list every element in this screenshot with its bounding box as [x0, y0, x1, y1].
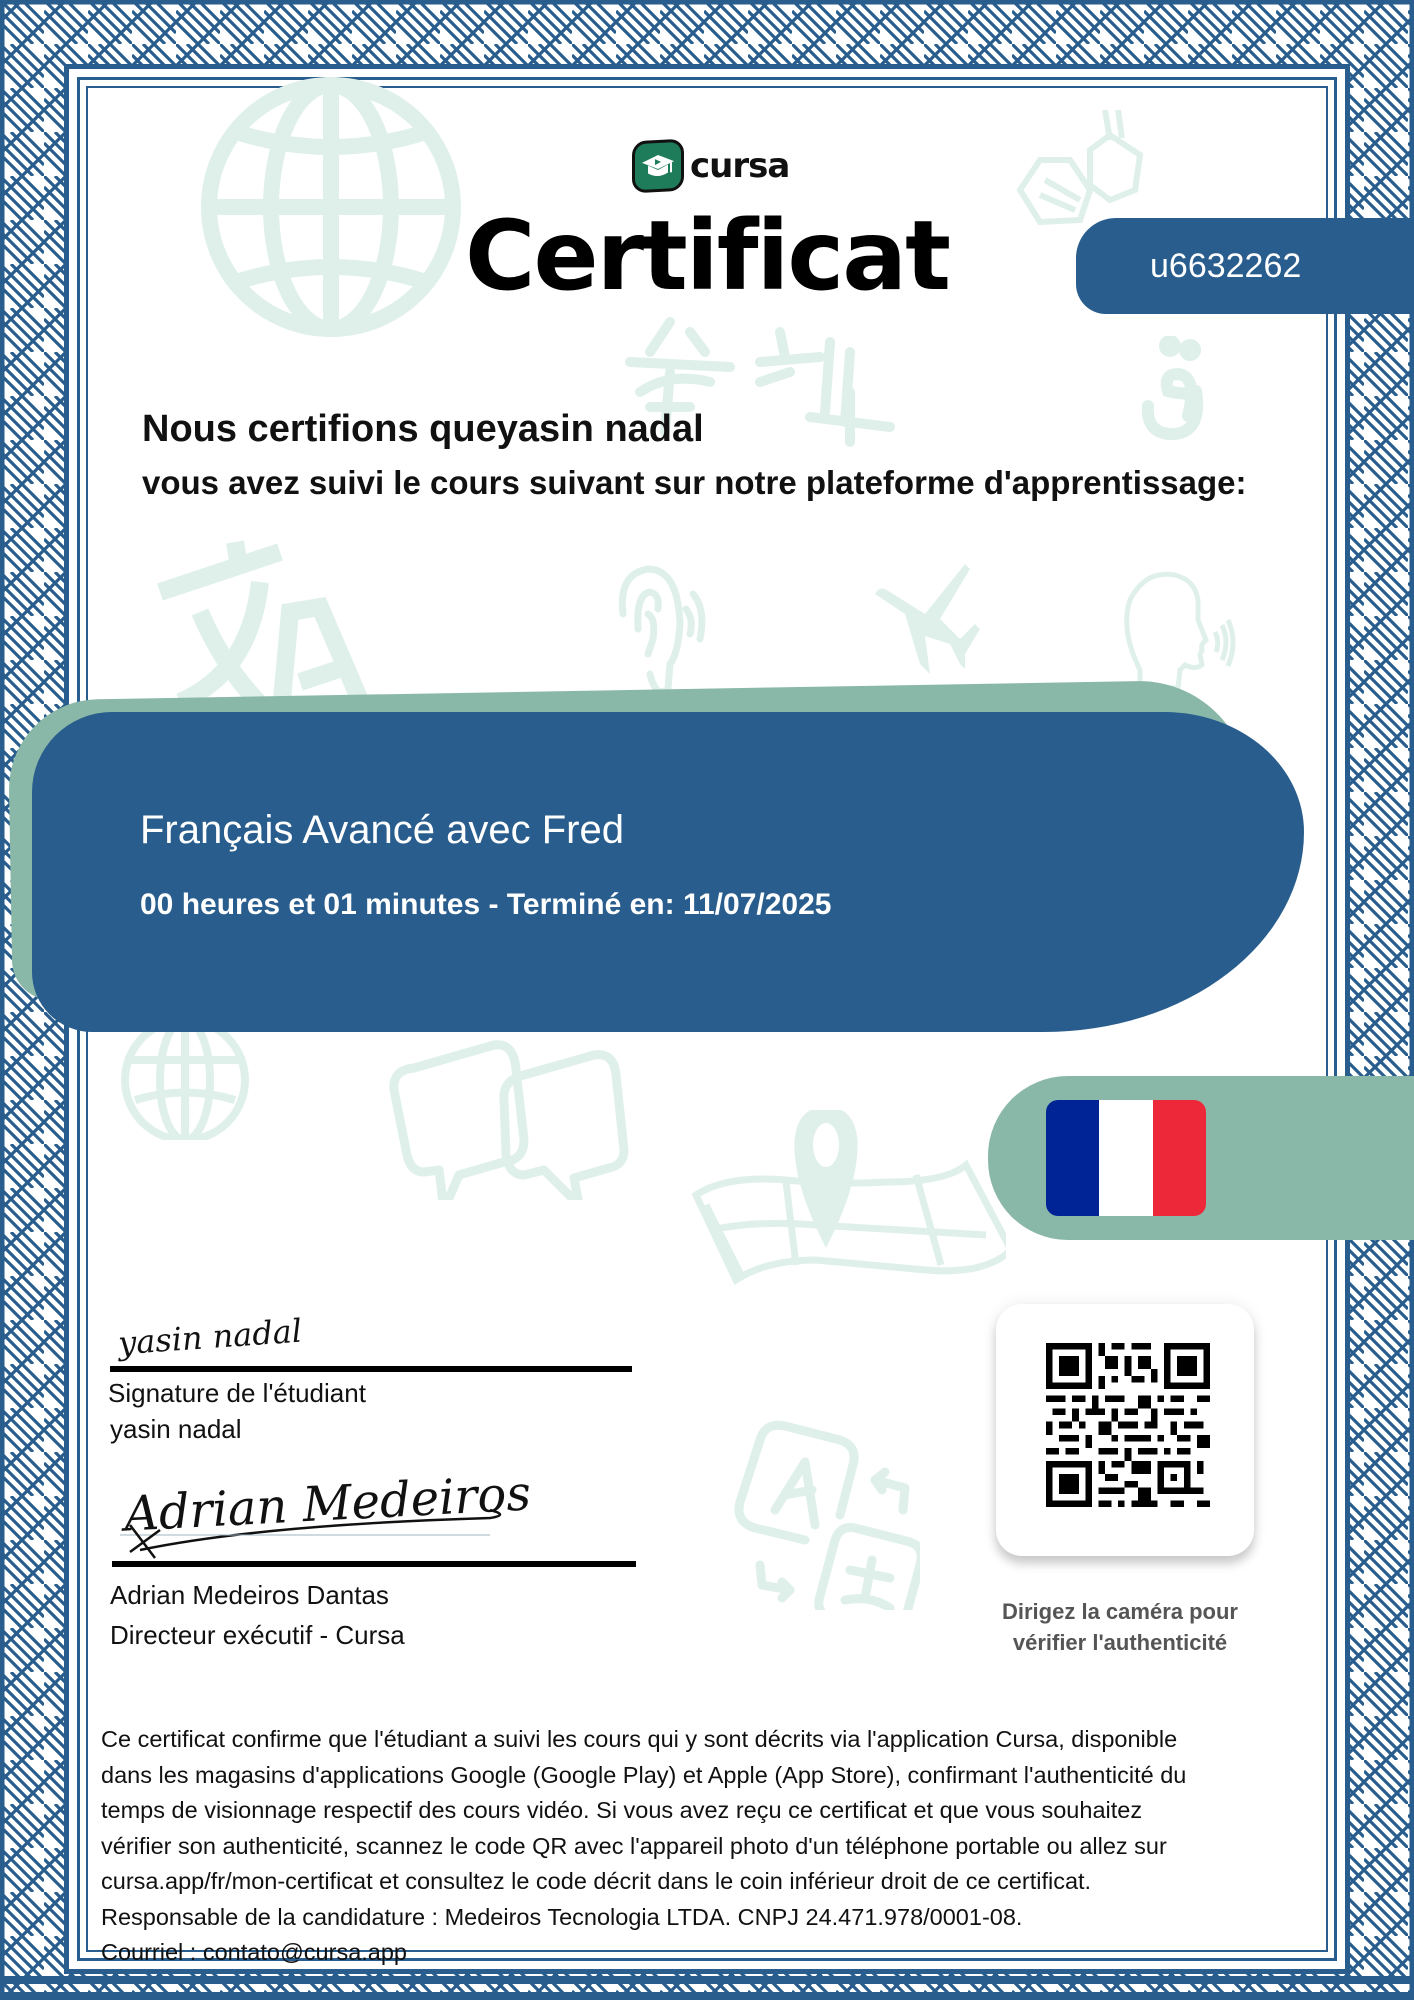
director-name: Adrian Medeiros Dantas — [110, 1580, 389, 1610]
disclaimer-line-verification-url: cursa.app/fr/mon-certificat et consultez le code décrit dans le coin inférieur droit de ce certificat. — [101, 1868, 1092, 1894]
bottom-border-bar — [0, 1976, 1414, 1984]
graduation-cap-play-icon — [632, 139, 684, 194]
arabic-letter-icon — [1138, 336, 1218, 446]
student-signature-script: yasin nadal — [116, 1311, 304, 1363]
disclaimer-line-email: Courriel : contato@cursa.app — [101, 1939, 408, 1965]
director-signature-flourish — [110, 1490, 530, 1570]
student-name: yasin nadal — [496, 408, 704, 450]
bottom-border-bar — [0, 1992, 1414, 2000]
small-globe-icon — [120, 1030, 250, 1140]
student-name-label: yasin nadal — [110, 1414, 242, 1444]
disclaimer-line-company: Responsable de la candidature : Medeiros Tecnologia LTDA. CNPJ 24.471.978/0001-08. — [101, 1903, 1023, 1930]
qr-code[interactable] — [1046, 1343, 1210, 1507]
disclaimer-line: Ce certificat confirme que l'étudiant a suivi les cours qui y sont décrits via l'application Cursa, disponible — [101, 1726, 1178, 1752]
disclaimer-text — [101, 1722, 1301, 1971]
certify-statement — [142, 408, 704, 451]
airplane-icon — [870, 564, 1000, 674]
speech-bubbles-icon — [384, 1040, 634, 1200]
certify-prefix: Nous certifions que — [142, 408, 497, 450]
speaking-head-icon — [1120, 570, 1250, 690]
map-pin-icon — [686, 1110, 1006, 1320]
disclaimer-line: vérifier son authenticité, scannez le code QR avec l'appareil photo d'un téléphone portable ou allez sur — [101, 1832, 1167, 1859]
page-title: Certificat — [465, 200, 949, 312]
course-duration-completion: 00 heures et 01 minutes - Terminé en: 11/07/2025 — [140, 888, 832, 921]
disclaimer-line: temps de visionnage respectif des cours vidéo. Si vous avez reçu ce certificat et que vous souhaitez — [101, 1797, 1143, 1823]
director-signature-line — [112, 1561, 636, 1567]
course-title: Français Avancé avec Fred — [140, 808, 624, 852]
course-banner — [32, 712, 1304, 1032]
logo-wordmark: cursa — [690, 146, 790, 186]
ear-icon — [598, 564, 728, 694]
qr-caption — [960, 1596, 1280, 1658]
qr-caption-line-2: vérifier l'authenticité — [1012, 1630, 1228, 1655]
translate-cards-icon — [720, 1410, 920, 1610]
disclaimer-line: dans les magasins d'applications Google (Google Play) et Apple (App Store), confirmant l'authenticité du — [101, 1761, 1187, 1788]
student-signature-line — [110, 1366, 632, 1372]
director-signature-script: Adrian Medeiros — [122, 1465, 533, 1543]
student-signature-label: Signature de l'étudiant — [108, 1378, 366, 1408]
certificate-id-badge: u6632262 — [1076, 218, 1414, 314]
director-role: Directeur exécutif - Cursa — [110, 1620, 405, 1650]
cursa-logo — [632, 140, 789, 192]
followed-course-text: vous avez suivi le cours suivant sur notre plateforme d'apprentissage: — [142, 464, 1247, 501]
france-flag-icon — [1046, 1100, 1206, 1216]
qr-caption-line-1: Dirigez la caméra pour — [1002, 1599, 1238, 1624]
